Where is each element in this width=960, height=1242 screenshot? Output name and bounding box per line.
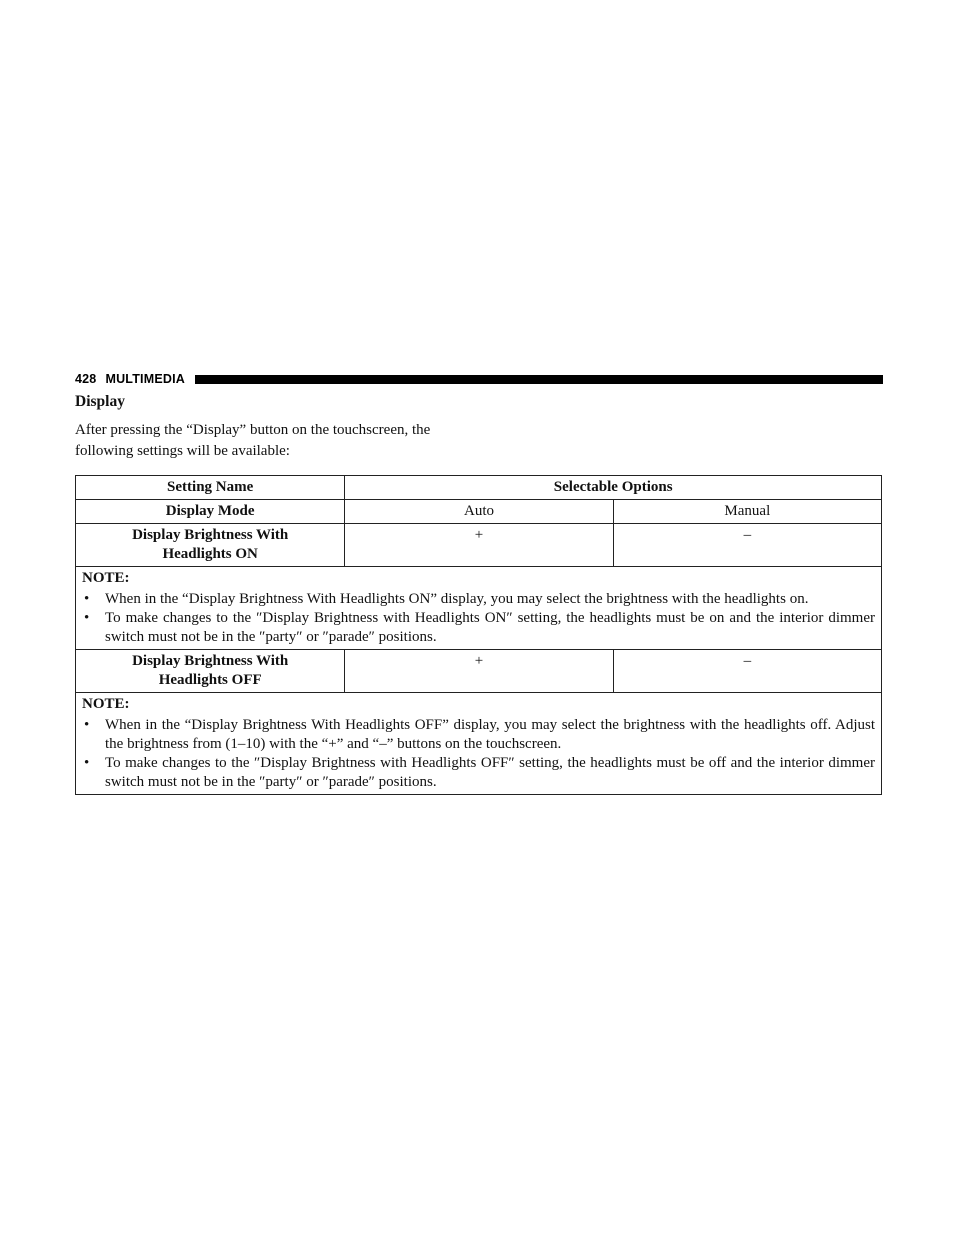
setting-name-line: Headlights ON [162,546,258,562]
bullet-icon: • [84,717,90,733]
note-cell [76,693,882,795]
section-title: MULTIMEDIA [105,372,186,386]
option-cell: – [613,650,881,693]
note-item [82,609,875,647]
option-cell: Auto [345,500,613,524]
option-cell: Manual [613,500,881,524]
note-row [76,567,882,650]
bullet-icon: • [84,755,90,771]
header-setting-name: Setting Name [76,476,345,500]
intro-paragraph: After pressing the “Display” button on the touchscreen, the following settings will be available: [75,422,431,459]
note-text: When in the “Display Brightness With Headlights OFF” display, you may select the brightness with the headlights off. Adjust the brightness from (1–10) with the “+” and “–” buttons on the touchscreen. [105,717,875,752]
note-label: NOTE: [82,570,130,586]
note-item [82,590,875,609]
note-label: NOTE: [82,696,130,712]
table-row [76,524,882,567]
setting-name-line: Display Brightness With [132,653,289,669]
note-row [76,693,882,795]
setting-name-line: Headlights OFF [158,672,262,688]
page-number: 428 [75,372,97,386]
option-cell: + [345,524,613,567]
setting-name [76,650,345,693]
setting-name [76,524,345,567]
page-header [75,371,883,387]
bullet-icon: • [84,591,90,607]
setting-name-line: Display Brightness With [132,527,289,543]
option-cell: – [613,524,881,567]
table-row [76,500,882,524]
note-text: When in the “Display Brightness With Headlights ON” display, you may select the brightness with the headlights on. [105,591,809,607]
note-item [82,754,875,792]
page-heading: Display [75,393,125,410]
setting-name: Display Mode [76,500,345,524]
note-text: To make changes to the ″Display Brightness with Headlights OFF″ setting, the headlights must be off and the interior dimmer switch must not be in the ″party″ or ″parade″ positions. [105,755,875,790]
note-list [82,716,875,792]
bullet-icon: • [84,610,90,626]
note-text: To make changes to the ″Display Brightness with Headlights ON″ setting, the headlights must be on and the interior dimmer switch must not be in the ″party″ or ″parade″ positions. [105,610,875,645]
note-cell [76,567,882,650]
settings-table [75,475,882,795]
header-selectable-options: Selectable Options [345,476,882,500]
table-header-row [76,476,882,500]
note-item [82,716,875,754]
option-cell: + [345,650,613,693]
note-list [82,590,875,647]
header-rule [195,375,883,384]
table-row [76,650,882,693]
